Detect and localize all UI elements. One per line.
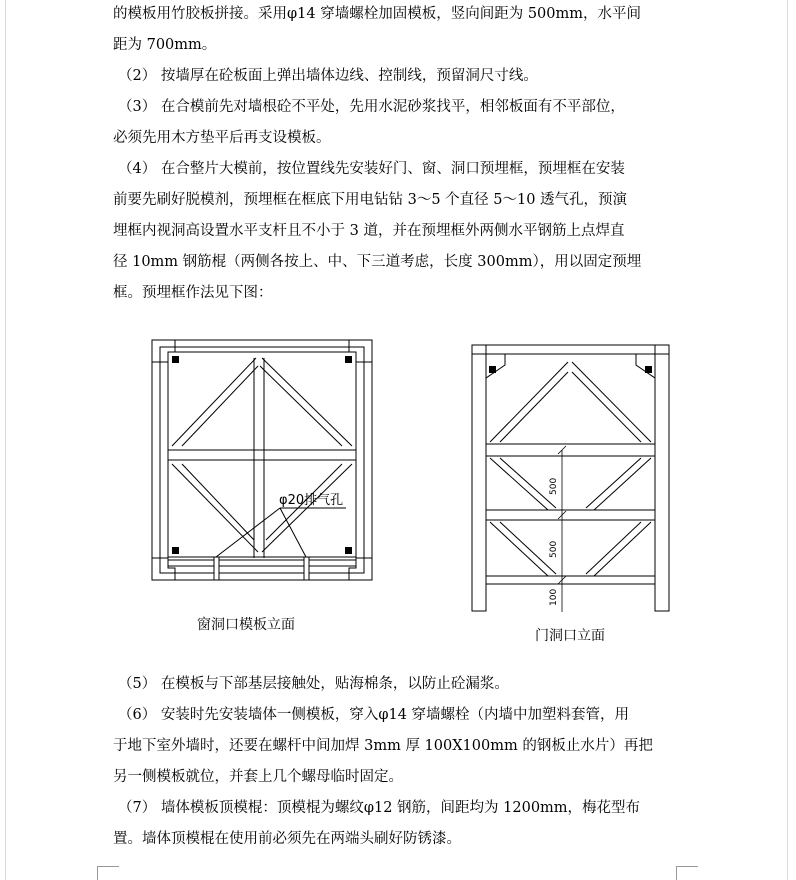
dimension-label-middle: 500 (549, 540, 559, 558)
paragraph-line: 必须先用木方垫平后再支设模板。 (113, 130, 331, 146)
crop-mark (676, 866, 677, 880)
crop-mark (97, 866, 98, 880)
paragraph-line: （4） 在合整片大模前，按位置线先安装好门、窗、洞口预埋框，预埋框在安装 (118, 161, 625, 177)
paragraph-line: （3） 在合模前先对墙根砼不平处，先用水泥砂浆找平，相邻板面有不平部位， (118, 99, 625, 115)
dimension-label-upper: 500 (549, 477, 559, 495)
paragraph-line: （2） 按墙厚在砼板面上弹出墙体边线、控制线，预留洞尺寸线。 (118, 68, 538, 84)
vent-hole-right (304, 557, 309, 580)
window-figure-caption: 窗洞口模板立面 (197, 617, 295, 633)
dimension-label-lower: 100 (549, 588, 559, 606)
crop-mark (676, 866, 698, 867)
paragraph-line: （5） 在模板与下部基层接触处，贴海棉条，以防止砼漏浆。 (118, 676, 509, 692)
door-right-jamb (655, 345, 669, 611)
crop-mark (97, 866, 119, 867)
paragraph-line: 埋框内视洞高设置水平支杆且不小于 3 道，并在预埋框外两侧水平钢筋上点焊直 (113, 223, 625, 239)
paragraph-line: 于地下室外墙时，还要在螺杆中间加焊 3mm 厚 100X100mm 的钢板止水片）再把 (113, 738, 653, 754)
door-left-jamb (472, 345, 486, 611)
vent-hole-left (214, 557, 219, 580)
paragraph-line: （6） 安装时先安装墙体一侧模板，穿入φ14 穿墙螺栓（内墙中加塑料套管，用 (118, 707, 630, 723)
vent-hole-label: φ20排气孔 (279, 493, 344, 508)
door-figure-caption: 门洞口立面 (535, 628, 605, 644)
paragraph-line: 径 10mm 钢筋棍（两侧各按上、中、下三道考虑，长度 300mm），用以固定预埋 (113, 254, 642, 270)
paragraph-line: （7） 墙体模板顶模棍：顶模棍为螺纹φ12 钢筋，间距均为 1200mm，梅花型布 (118, 800, 641, 816)
paragraph-line: 前要先刷好脱模剂，预埋框在框底下用电钻钻 3～5 个直径 5～10 透气孔，预演 (113, 192, 628, 208)
paragraph-line: 框。预埋框作法见下图： (113, 285, 273, 301)
paragraph-line: 距为 700mm。 (113, 37, 217, 53)
paragraph-line: 另一侧模板就位，并套上几个螺母临时固定。 (113, 769, 403, 785)
door-head (472, 345, 669, 354)
paragraph-line: 的模板用竹胶板拼接。采用φ14 穿墙螺栓加固模板，竖向间距为 500mm，水平间 (113, 6, 641, 22)
paragraph-line: 置。墙体顶模棍在使用前必须先在两端头刷好防锈漆。 (113, 831, 461, 847)
